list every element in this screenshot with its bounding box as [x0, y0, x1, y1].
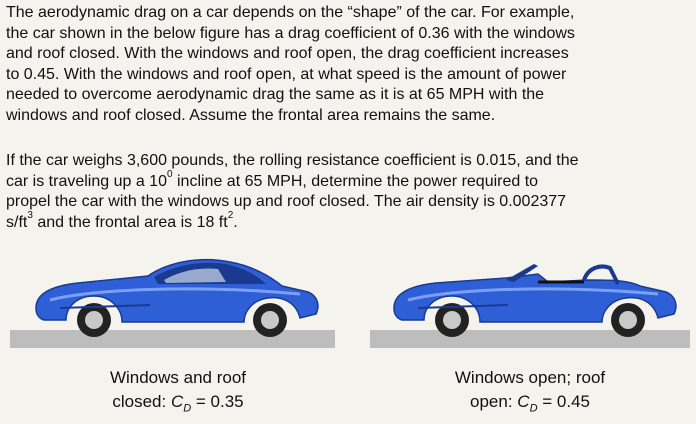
text-span: and the frontal area is 18 ft — [32, 213, 228, 231]
caption-value: = 0.35 — [191, 392, 244, 411]
cp-subscript: D — [183, 402, 192, 415]
cp-letter: C — [517, 392, 530, 411]
text-span: car is traveling up a 10 — [6, 172, 167, 190]
cubed-superscript: 3 — [27, 210, 33, 222]
text-line: the car shown in the below figure has a drag coefficient of 0.36 with the windows — [6, 24, 575, 42]
cp-letter: C — [170, 392, 184, 411]
text-line — [6, 169, 690, 193]
caption-roof-closed — [88, 366, 268, 420]
text-line: windows and roof closed. Assume the frontal area remains the same. — [6, 106, 496, 124]
degree-superscript: 0 — [166, 169, 173, 181]
text-line: to 0.45. With the windows and roof open, at what speed is the amount of power — [6, 65, 567, 83]
text-span: . — [233, 213, 238, 231]
squared-superscript: 2 — [227, 210, 234, 222]
car-roof-closed-icon — [30, 250, 320, 338]
caption-roof-open — [440, 366, 620, 420]
text-line: propel the car with the windows up and roof closed. The air density is 0.002377 — [6, 193, 567, 210]
drag-coefficient-symbol — [517, 392, 538, 415]
text-line: and roof closed. With the windows and roof open, the drag coefficient increases — [6, 45, 569, 62]
text-span: incline at 65 MPH, determine the power required to — [172, 172, 539, 190]
text-span: s/ft — [6, 213, 28, 231]
paragraph-drag-question — [6, 3, 686, 126]
caption-line: Windows open; roof — [454, 368, 606, 387]
caption-line — [440, 390, 620, 420]
text-line: needed to overcome aerodynamic drag the same as it is at 65 MPH with the — [6, 86, 545, 103]
caption-value: = 0.45 — [537, 392, 590, 411]
caption-line: Windows and roof — [109, 368, 247, 387]
car-roof-open-icon — [388, 250, 678, 338]
caption-line — [88, 390, 268, 420]
text-line: If the car weighs 3,600 pounds, the rolling resistance coefficient is 0.015, and the — [6, 152, 579, 169]
cp-subscript: D — [529, 402, 538, 415]
caption-prefix: open: — [470, 392, 518, 411]
caption-prefix: closed: — [112, 392, 171, 411]
drag-coefficient-symbol — [170, 392, 192, 415]
text-line: The aerodynamic drag on a car depends on the “shape” of the car. For example, — [6, 4, 575, 21]
text-line — [6, 210, 690, 234]
paragraph-power-question — [6, 151, 690, 233]
